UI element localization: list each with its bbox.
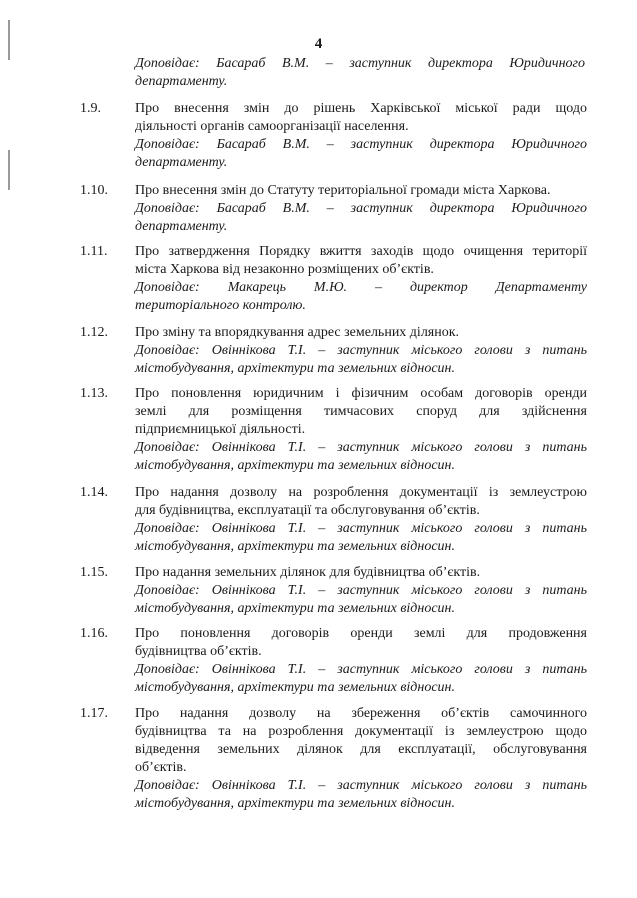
title-line: Про внесення змін до Статуту територіальної громади міста Харкова.	[135, 183, 551, 198]
scan-edge-mark	[8, 150, 10, 190]
reporter-line: містобудування, архітектури та земельних відносин.	[135, 796, 455, 811]
item-reporter	[135, 342, 587, 378]
item-body	[135, 324, 587, 378]
lead-reporter	[135, 55, 585, 91]
item-reporter	[135, 279, 587, 315]
title-line: Про поновлення договорів оренди землі для продовження	[135, 626, 587, 641]
reporter-line: Доповідає: Басараб В.М. – заступник директора Юридичного	[135, 56, 585, 71]
item-reporter	[135, 136, 587, 172]
title-line: діяльності органів самоорганізації населення.	[135, 119, 409, 134]
item-number: 1.17.	[80, 706, 108, 721]
item-number: 1.15.	[80, 565, 108, 580]
title-line: підприємницької діяльності.	[135, 422, 306, 437]
title-line: об’єктів.	[135, 760, 187, 775]
item-title	[135, 182, 587, 200]
reporter-line: департаменту.	[135, 155, 228, 170]
reporter-line: містобудування, архітектури та земельних відносин.	[135, 680, 455, 695]
reporter-line: Доповідає: Овіннікова Т.І. – заступник міського голови з питань	[135, 583, 587, 598]
item-reporter	[135, 582, 587, 618]
item-body	[135, 385, 587, 475]
reporter-line: департаменту.	[135, 219, 228, 234]
item-number: 1.12.	[80, 325, 108, 340]
item-body	[135, 484, 587, 556]
item-title	[135, 324, 587, 342]
title-line: Про затвердження Порядку вжиття заходів щодо очищення території	[135, 244, 587, 259]
item-body	[135, 243, 587, 315]
title-line: Про надання дозволу на розроблення документації із землеустрою	[135, 485, 587, 500]
title-line: Про зміну та впорядкування адрес земельних ділянок.	[135, 325, 460, 340]
item-number: 1.11.	[80, 244, 108, 259]
item-number: 1.14.	[80, 485, 108, 500]
title-line: Про внесення змін до рішень Харківської міської ради щодо	[135, 101, 587, 116]
title-line: для будівництва, експлуатації та обслуговування об’єктів.	[135, 503, 480, 518]
reporter-line: містобудування, архітектури та земельних відносин.	[135, 601, 455, 616]
item-title	[135, 484, 587, 520]
reporter-line: Доповідає: Овіннікова Т.І. – заступник міського голови з питань	[135, 521, 587, 536]
title-line: землі для розміщення тимчасових споруд для здійснення	[135, 404, 587, 419]
item-reporter	[135, 520, 587, 556]
title-line: Про надання дозволу на збереження об’єктів самочинного	[135, 706, 587, 721]
item-reporter	[135, 661, 587, 697]
title-line: відведення земельних ділянок для експлуатації, обслуговування	[135, 742, 587, 757]
item-title	[135, 100, 587, 136]
item-title	[135, 564, 587, 582]
item-number: 1.16.	[80, 626, 108, 641]
title-line: будівництва та на розроблення документації із землеустрою щодо	[135, 724, 587, 739]
item-body	[135, 100, 587, 172]
title-line: Про надання земельних ділянок для будівництва об’єктів.	[135, 565, 481, 580]
reporter-line: містобудування, архітектури та земельних відносин.	[135, 458, 455, 473]
reporter-line: Доповідає: Басараб В.М. – заступник директора Юридичного	[135, 137, 587, 152]
item-reporter	[135, 200, 587, 236]
item-body	[135, 564, 587, 618]
item-body	[135, 182, 587, 236]
reporter-line: містобудування, архітектури та земельних відносин.	[135, 361, 455, 376]
reporter-line: департаменту.	[135, 74, 228, 89]
reporter-line: Доповідає: Овіннікова Т.І. – заступник міського голови з питань	[135, 778, 587, 793]
reporter-line: Доповідає: Овіннікова Т.І. – заступник міського голови з питань	[135, 662, 587, 677]
title-line: будівництва об’єктів.	[135, 644, 262, 659]
reporter-line: територіального контролю.	[135, 298, 306, 313]
title-line: Про поновлення юридичним і фізичним особам договорів оренди	[135, 386, 587, 401]
reporter-line: Доповідає: Овіннікова Т.І. – заступник міського голови з питань	[135, 440, 587, 455]
item-title	[135, 625, 587, 661]
page-number: 4	[314, 36, 323, 52]
item-title	[135, 385, 587, 439]
title-line: міста Харкова від незаконно розміщених об’єктів.	[135, 262, 434, 277]
reporter-line: містобудування, архітектури та земельних відносин.	[135, 539, 455, 554]
item-reporter	[135, 439, 587, 475]
item-reporter	[135, 777, 587, 813]
reporter-line: Доповідає: Басараб В.М. – заступник директора Юридичного	[135, 201, 587, 216]
item-number: 1.9.	[80, 101, 101, 116]
item-body	[135, 705, 587, 813]
item-number: 1.10.	[80, 183, 108, 198]
reporter-line: Доповідає: Макарець М.Ю. – директор Департаменту	[135, 280, 587, 295]
item-title	[135, 243, 587, 279]
item-title	[135, 705, 587, 777]
item-number: 1.13.	[80, 386, 108, 401]
item-body	[135, 625, 587, 697]
reporter-line: Доповідає: Овіннікова Т.І. – заступник міського голови з питань	[135, 343, 587, 358]
